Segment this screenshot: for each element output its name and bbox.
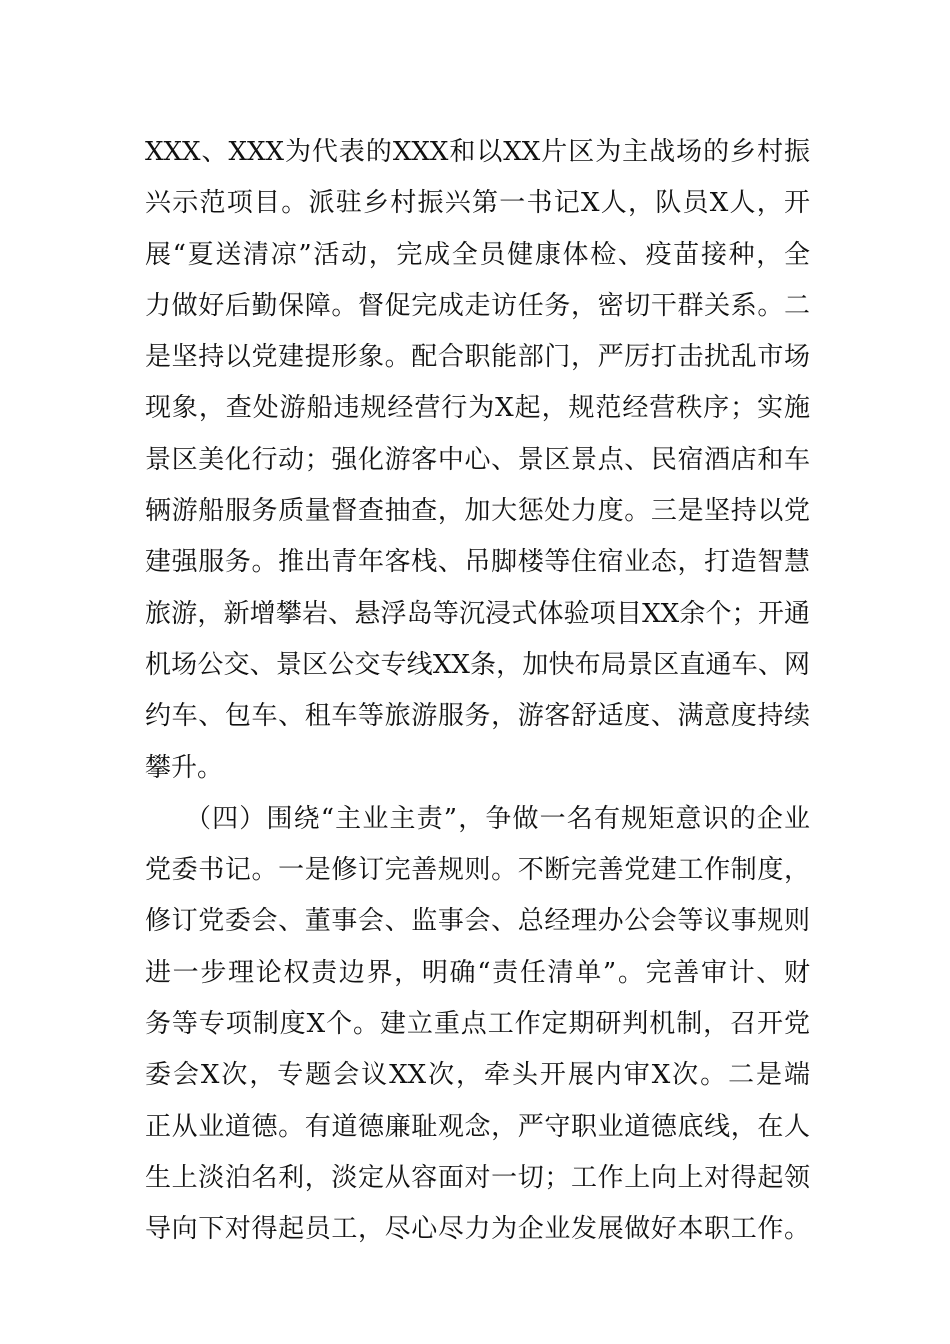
text-line: 导向下对得起员工，尽心尽力为企业发展做好本职工作。 (145, 1214, 810, 1245)
text-line: 景区美化行动；强化游客中心、景区景点、民宿酒店和车 (145, 444, 810, 475)
text-line: 机场公交、景区公交专线XX条，加快布局景区直通车、网 (145, 649, 810, 680)
text-line: 建强服务。推出青年客栈、吊脚楼等住宿业态，打造智慧 (145, 547, 810, 578)
text-line: 是坚持以党建提形象。配合职能部门，严厉打击扰乱市场 (145, 342, 810, 373)
text-line: 党委书记。一是修订完善规则。不断完善党建工作制度， (145, 855, 810, 886)
text-line: 委会X次，专题会议XX次，牵头开展内审X次。二是端 (145, 1060, 810, 1091)
text-line: 现象，查处游船违规经营行为X起，规范经营秩序；实施 (145, 393, 810, 424)
text-line: 兴示范项目。派驻乡村振兴第一书记X人，队员X人，开 (145, 188, 810, 219)
text-line: 力做好后勤保障。督促完成走访任务，密切干群关系。二 (145, 290, 810, 321)
text-line-paragraph-end: 攀升。 (145, 752, 224, 783)
text-line: 旅游，新增攀岩、悬浮岛等沉浸式体验项目XX余个；开通 (145, 598, 810, 629)
text-line: 进一步理论权责边界，明确“责任清单”。完善审计、财 (145, 957, 810, 988)
text-line: 务等专项制度X个。建立重点工作定期研判机制，召开党 (145, 1009, 810, 1040)
text-line: XXX、XXX为代表的XXX和以XX片区为主战场的乡村振 (145, 137, 810, 167)
text-line: 生上淡泊名利，淡定从容面对一切；工作上向上对得起领 (145, 1162, 810, 1193)
body-text (145, 127, 810, 1256)
text-line: 正从业道德。有道德廉耻观念，严守职业道德底线，在人 (145, 1111, 810, 1142)
text-line: 展“夏送清凉”活动，完成全员健康体检、疫苗接种，全 (145, 239, 810, 270)
text-line: 约车、包车、租车等旅游服务，游客舒适度、满意度持续 (145, 701, 810, 732)
text-line: 辆游船服务质量督查抽查，加大惩处力度。三是坚持以党 (145, 496, 810, 527)
text-line: 修订党委会、董事会、监事会、总经理办公会等议事规则 (145, 906, 810, 937)
section-four-heading-line: （四）围绕“主业主责”，争做一名有规矩意识的企业 (185, 803, 810, 834)
